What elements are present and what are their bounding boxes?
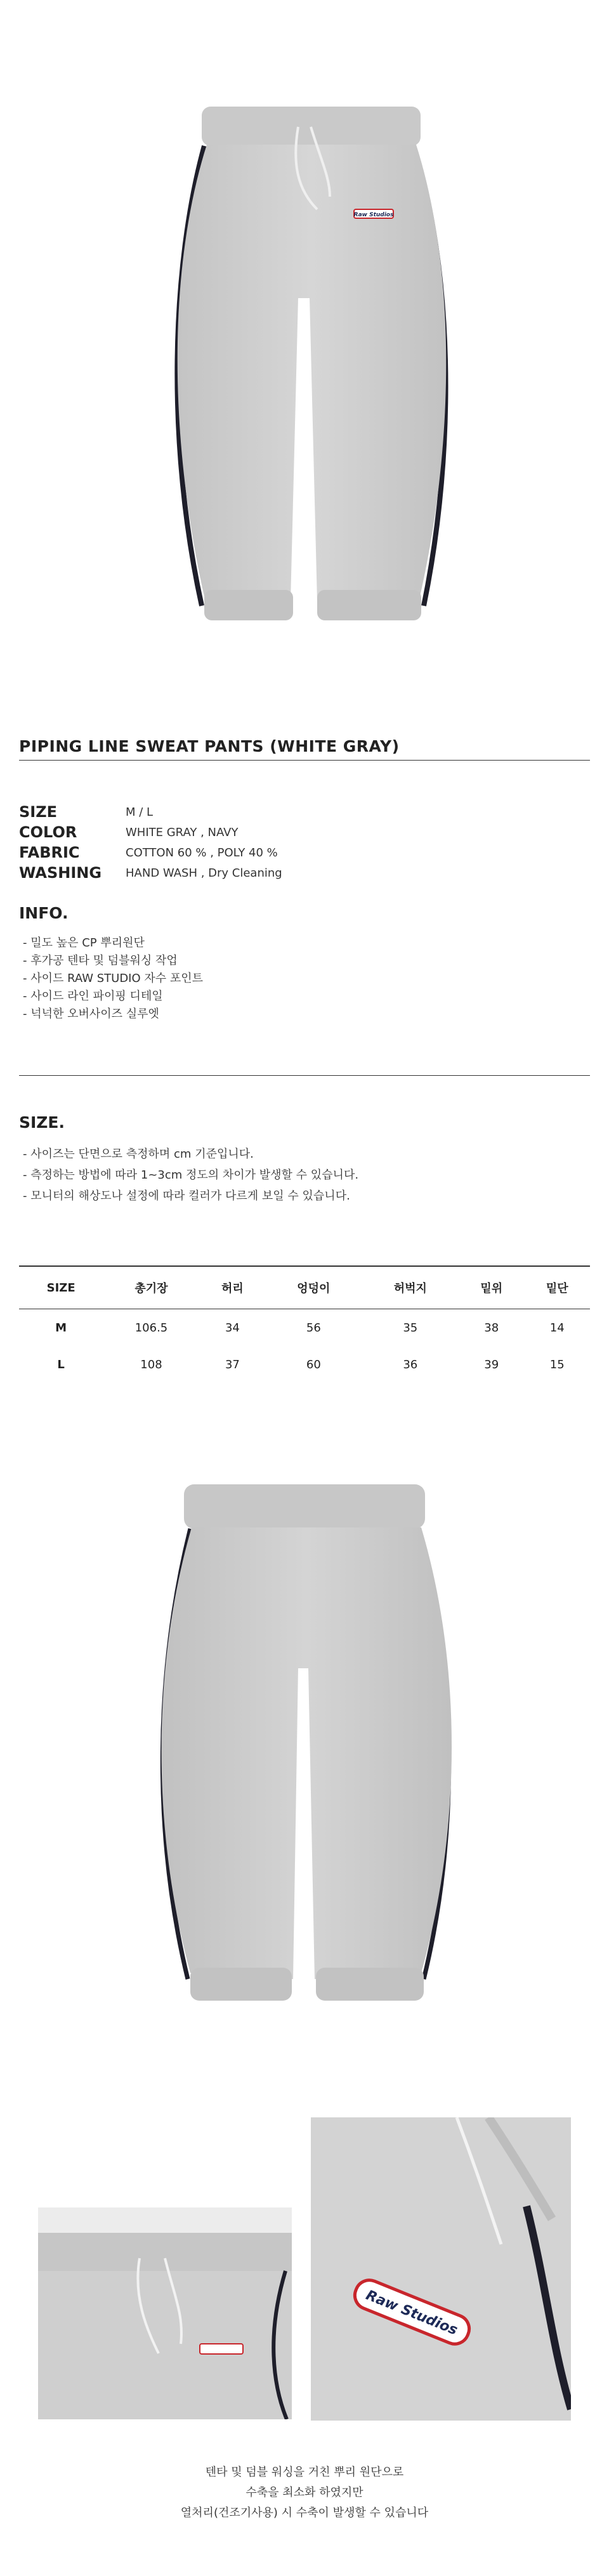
product-photo-front [0,0,609,672]
cell: 36 [403,1357,418,1371]
info-item: - 사이드 라인 파이핑 디테일 [23,990,163,1003]
divider [19,760,590,761]
info-item: - 넉넉한 오버사이즈 실루엣 [23,1007,159,1021]
cell: 14 [549,1321,565,1335]
spec-value-size: M / L [126,806,154,819]
info-item: - 사이드 RAW STUDIO 자수 포인트 [23,972,204,985]
embroidery-label: Raw Studios [353,212,394,218]
cell: 15 [549,1357,565,1371]
detail-photo-embroidery [311,2117,571,2421]
waist-detail-illustration [38,2207,292,2419]
size-heading: SIZE. [19,1113,65,1132]
size-note: - 모니터의 해상도나 설정에 따라 컬러가 다르게 보일 수 있습니다. [23,1189,350,1203]
spec-value-washing: HAND WASH , Dry Cleaning [126,866,282,880]
cell: 37 [225,1357,240,1371]
embroidery-detail-illustration [311,2117,571,2421]
product-title: PIPING LINE SWEAT PANTS (WHITE GRAY) [19,737,400,755]
cell: 39 [484,1357,499,1371]
info-item: - 후가공 텐타 및 덤블워싱 작업 [23,954,178,967]
size-table [19,1265,590,1383]
col-size: SIZE [46,1281,75,1295]
spec-key-fabric: FABRIC [19,844,80,861]
product-photo-back [0,1478,609,2125]
cell-size: L [57,1357,65,1371]
cell: 34 [225,1321,240,1335]
spec-value-fabric: COTTON 60 % , POLY 40 % [126,846,278,860]
cell-size: M [55,1321,67,1335]
pants-front-illustration [0,0,609,672]
col-hem: 밑단 [546,1282,568,1295]
col-thigh: 허벅지 [393,1282,427,1295]
closing-line: 수축을 최소화 하였지만 [246,2486,363,2499]
size-note: - 사이즈는 단면으로 측정하며 cm 기준입니다. [23,1147,254,1161]
embroidery-label-large: Raw Studios [363,2287,460,2339]
cell: 106.5 [134,1321,168,1335]
col-hip: 엉덩이 [297,1282,331,1295]
size-table-header [19,1266,590,1309]
cell: 56 [306,1321,321,1335]
divider [19,1075,590,1076]
closing-line: 열처리(건조기사용) 시 수축이 발생할 수 있습니다 [180,2506,429,2520]
spec-key-washing: WASHING [19,864,102,882]
col-waist: 허리 [221,1282,244,1295]
table-row [19,1346,590,1383]
size-note: - 측정하는 방법에 따라 1~3cm 정도의 차이가 발생할 수 있습니다. [23,1168,359,1182]
closing-note [0,2462,609,2523]
spec-key-color: COLOR [19,823,77,841]
info-item: - 밀도 높은 CP 뿌리원단 [23,936,145,950]
spec-key-size: SIZE [19,803,58,821]
cell: 60 [306,1357,321,1371]
cell: 108 [140,1357,162,1371]
col-total-length: 총기장 [134,1282,168,1295]
table-row [19,1309,590,1347]
col-rise: 밑위 [480,1282,503,1295]
spec-value-color: WHITE GRAY , NAVY [126,826,239,839]
detail-photo-waist [38,2207,292,2419]
closing-line: 텐타 및 덤블 워싱을 거친 뿌리 원단으로 [205,2466,404,2479]
cell: 35 [403,1321,418,1335]
cell: 38 [484,1321,499,1335]
info-heading: INFO. [19,904,69,922]
pants-back-illustration [0,1478,609,2125]
